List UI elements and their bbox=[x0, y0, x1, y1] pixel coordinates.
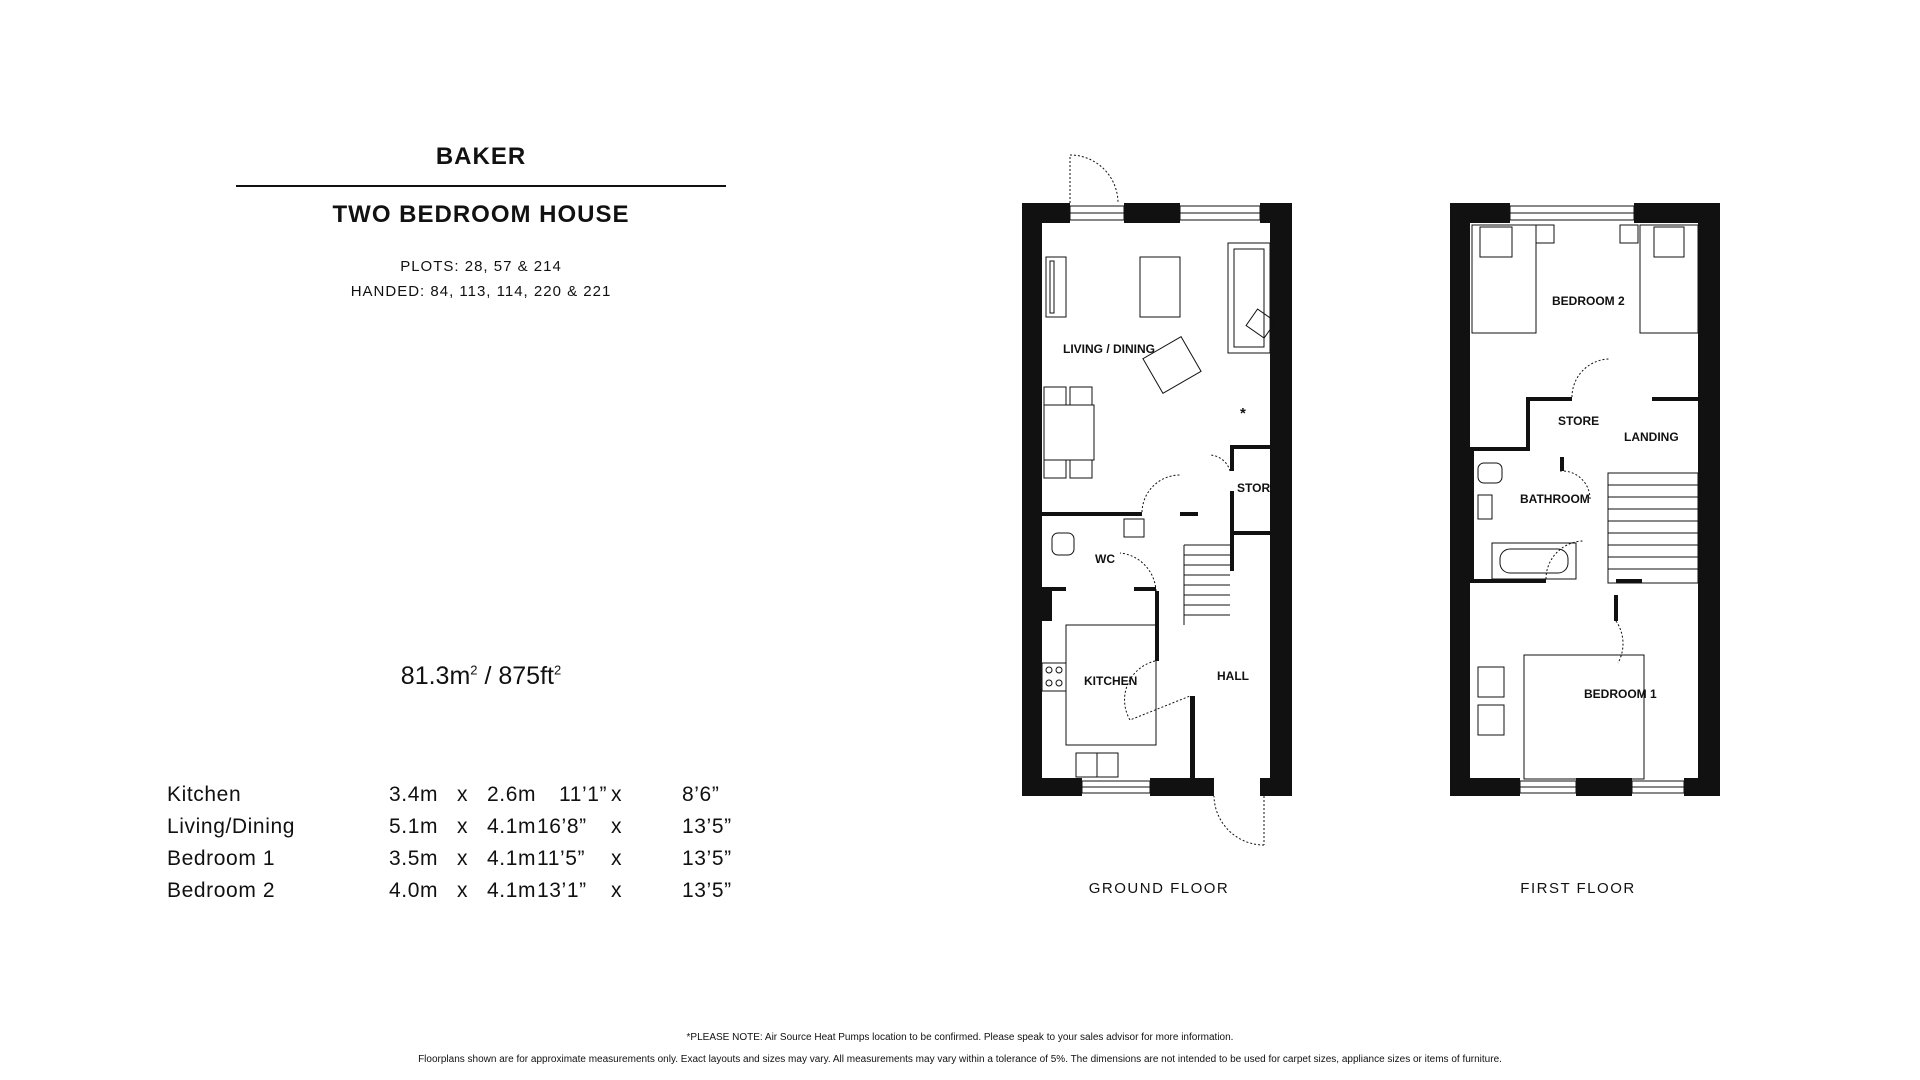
room-imperial-depth: 8’6” bbox=[682, 783, 720, 806]
times-sign: x bbox=[457, 879, 469, 902]
room-imperial-width: 16’8” bbox=[537, 815, 587, 838]
label-wc: WC bbox=[1095, 552, 1115, 566]
room-name: Bedroom 1 bbox=[167, 847, 276, 870]
room-metric-width: 5.1m bbox=[389, 815, 439, 838]
times-sign: x bbox=[457, 815, 469, 838]
disclaimer-note: Floorplans shown are for approximate measurements only. Exact layouts and sizes may vary. All measurements may vary within a tolerance of 5%. The dimensions are not intended to be used for carpet sizes, appliance sizes or items of furniture. bbox=[418, 1054, 1502, 1065]
times-sign: x bbox=[611, 815, 623, 838]
room-imperial-depth: 13’5” bbox=[682, 847, 732, 870]
label-bedroom-2: BEDROOM 2 bbox=[1552, 294, 1625, 308]
label-store: STORE bbox=[1237, 481, 1279, 495]
ground-floor-fixtures bbox=[1042, 155, 1279, 845]
label-hall: HALL bbox=[1217, 669, 1249, 683]
area-metric-unit-power: 2 bbox=[470, 662, 478, 678]
handed-text: HANDED: 84, 113, 114, 220 & 221 bbox=[350, 283, 612, 300]
room-metric-depth: 2.6m bbox=[487, 783, 537, 806]
label-kitchen: KITCHEN bbox=[1084, 674, 1138, 688]
room-name: Living/Dining bbox=[167, 815, 296, 838]
room-imperial-depth: 13’5” bbox=[682, 815, 732, 838]
room-imperial-width: 13’1” bbox=[537, 879, 587, 902]
label-bathroom: BATHROOM bbox=[1520, 492, 1590, 506]
room-imperial-width: 11’5” bbox=[537, 847, 586, 870]
total-area bbox=[236, 662, 726, 691]
area-imperial-unit-power: 2 bbox=[553, 662, 562, 678]
area-separator: / bbox=[477, 662, 499, 690]
room-metric-width: 3.4m bbox=[389, 783, 439, 806]
room-imperial-depth: 13’5” bbox=[682, 879, 732, 902]
label-living-dining: LIVING / DINING bbox=[1063, 342, 1156, 356]
room-metric-width: 4.0m bbox=[389, 879, 439, 902]
house-name: BAKER bbox=[435, 143, 527, 170]
room-metric-depth: 4.1m bbox=[487, 879, 537, 902]
house-type: TWO BEDROOM HOUSE bbox=[332, 201, 630, 228]
ground-floor-plan bbox=[1000, 145, 1320, 855]
heat-pump-note: *PLEASE NOTE: Air Source Heat Pumps location to be confirmed. Please speak to your sales advisor for more information. bbox=[686, 1032, 1234, 1043]
area-metric: 81.3m bbox=[400, 662, 471, 690]
room-metric-width: 3.5m bbox=[389, 847, 439, 870]
times-sign: x bbox=[611, 879, 623, 902]
label-store: STORE bbox=[1558, 414, 1600, 428]
plots-text: PLOTS: 28, 57 & 214 bbox=[400, 258, 562, 275]
ground-floor-label: GROUND FLOOR bbox=[1088, 880, 1230, 897]
room-metric-depth: 4.1m bbox=[487, 815, 537, 838]
ground-floor-walls bbox=[1022, 203, 1292, 796]
area-imperial: 875ft bbox=[498, 662, 554, 690]
title-divider bbox=[236, 185, 726, 187]
label-landing: LANDING bbox=[1624, 430, 1679, 444]
times-sign: x bbox=[611, 783, 623, 806]
heat-pump-marker: * bbox=[1240, 405, 1246, 422]
room-metric-depth: 4.1m bbox=[487, 847, 537, 870]
times-sign: x bbox=[611, 847, 623, 870]
first-floor-plan bbox=[1440, 145, 1740, 855]
times-sign: x bbox=[457, 847, 469, 870]
label-bedroom-1: BEDROOM 1 bbox=[1584, 687, 1657, 701]
room-name: Kitchen bbox=[167, 783, 242, 806]
times-sign: x bbox=[457, 783, 469, 806]
room-name: Bedroom 2 bbox=[167, 879, 276, 902]
first-floor-label: FIRST FLOOR bbox=[1520, 880, 1636, 897]
room-imperial-width: 11’1” bbox=[559, 783, 608, 806]
